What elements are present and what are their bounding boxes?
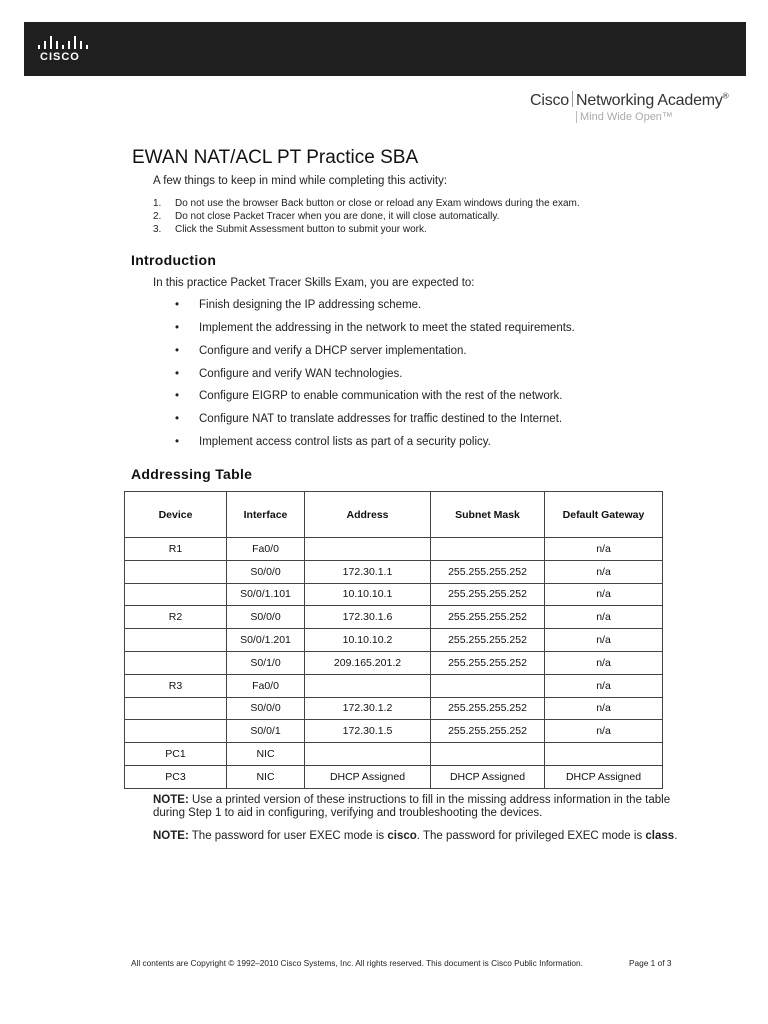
academy-brand-name: Networking Academy [576,92,723,109]
addressing-table [124,491,663,789]
list-item: • Finish designing the IP addressing scheme. [175,299,422,311]
table-row: S0/1/0 209.165.201.2 255.255.255.252 n/a [125,651,663,674]
rule-item: 3. Click the Submit Assessment button to submit your work. [153,224,427,235]
list-item: • Implement access control lists as part of a security policy. [175,436,491,448]
list-item: • Configure EIGRP to enable communication with the rest of the network. [175,390,563,402]
list-item: • Configure and verify WAN technologies. [175,368,403,380]
column-header-subnet-mask: Subnet Mask [431,492,545,538]
rule-item: 1. Do not use the browser Back button or close or reload any Exam windows during the exam. [153,198,580,209]
column-header-default-gateway: Default Gateway [545,492,663,538]
column-header-address: Address [305,492,431,538]
note-printed-version: NOTE: Use a printed version of these instructions to fill in the missing address information in the table during Step 1 to aid in configuring, verifying and troubleshooting the devices. [153,794,671,819]
cisco-bars-icon [38,35,90,49]
table-row: R2 S0/0/0 172.30.1.6 255.255.255.252 n/a [125,606,663,629]
table-row: PC1 NIC [125,743,663,766]
list-item: • Configure NAT to translate addresses for traffic destined to the Internet. [175,413,563,425]
footer-copyright: All contents are Copyright © 1992–2010 Cisco Systems, Inc. All rights reserved. This document is Cisco Public Information. [131,958,583,968]
header-bar [24,22,746,76]
introduction-heading: Introduction [131,252,217,268]
page-title: EWAN NAT/ACL PT Practice SBA [132,147,419,168]
table-row: S0/0/1.201 10.10.10.2 255.255.255.252 n/a [125,629,663,652]
intro-line: A few things to keep in mind while completing this activity: [153,175,448,187]
table-row: S0/0/0 172.30.1.2 255.255.255.252 n/a [125,697,663,720]
table-row: PC3 NIC DHCP Assigned DHCP Assigned DHCP Assigned [125,765,663,788]
footer-page-number: Page 1 of 3 [629,958,672,968]
column-header-interface: Interface [227,492,305,538]
introduction-lead: In this practice Packet Tracer Skills Exam, you are expected to: [153,277,475,289]
academy-tagline: Mind Wide Open™ [576,111,673,123]
addressing-table-heading: Addressing Table [131,466,253,482]
list-item: • Implement the addressing in the network to meet the stated requirements. [175,322,575,334]
registered-mark: ® [722,91,729,101]
academy-brand-cisco: Cisco [530,92,570,109]
table-row: S0/0/1 172.30.1.5 255.255.255.252 n/a [125,720,663,743]
note-passwords: NOTE: The password for user EXEC mode is cisco. The password for privileged EXEC mode is class. [153,830,678,842]
table-header-row [125,492,663,538]
list-item: • Configure and verify a DHCP server implementation. [175,345,467,357]
table-row: S0/0/1.101 10.10.10.1 255.255.255.252 n/a [125,583,663,606]
networking-academy-logo [530,91,750,127]
table-row: R3 Fa0/0 n/a [125,674,663,697]
column-header-device: Device [125,492,227,538]
rule-item: 2. Do not close Packet Tracer when you are done, it will close automatically. [153,211,500,222]
cisco-wordmark: CISCO [40,51,80,63]
table-row: S0/0/0 172.30.1.1 255.255.255.252 n/a [125,560,663,583]
table-row: R1 Fa0/0 n/a [125,538,663,561]
cisco-logo [38,35,92,65]
